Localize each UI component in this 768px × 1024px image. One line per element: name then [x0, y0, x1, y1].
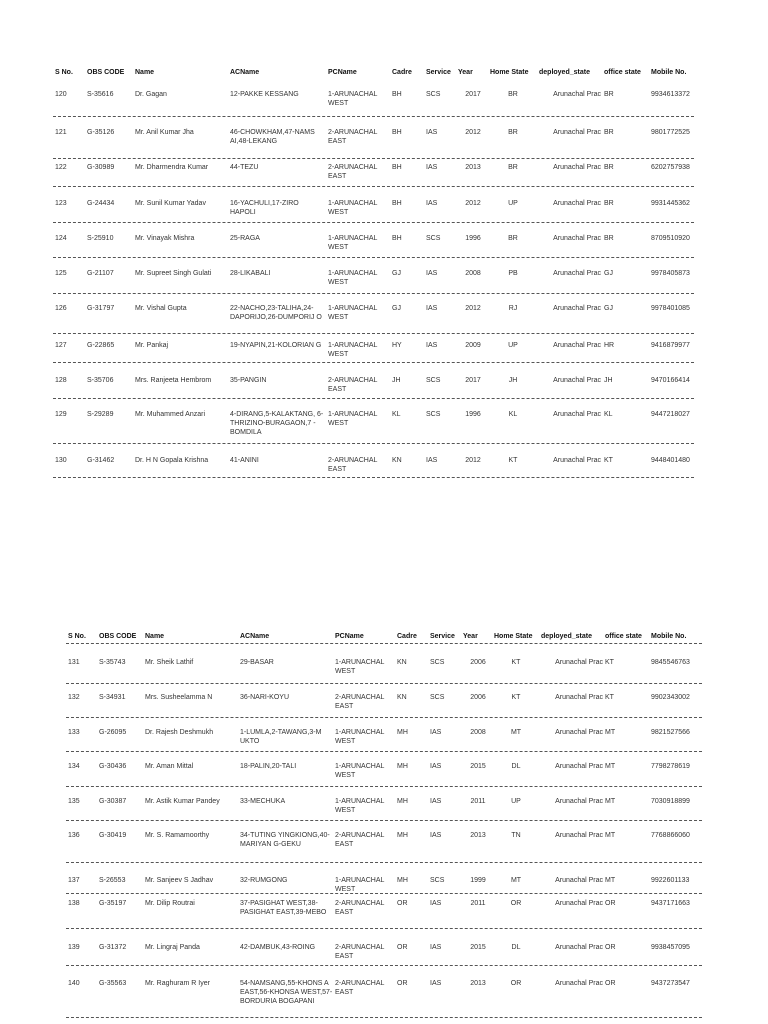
- cell-deployed-state: Arunachal Prac: [555, 900, 603, 907]
- cell-service: IAS: [426, 457, 438, 464]
- cell-home-state: OR: [510, 980, 522, 987]
- cell-name: Mr. Anil Kumar Jha: [135, 129, 194, 136]
- cell-year: 2013: [465, 164, 481, 171]
- cell-obs-code: G-31797: [87, 305, 115, 312]
- cell-service: IAS: [430, 798, 442, 805]
- cell-cadre: KN: [397, 659, 407, 666]
- cell-ac-name: 34-TUTING YINGKIONG,40-MARIYAN G-GEKU: [240, 832, 330, 848]
- cell-name: Mr. S. Ramamoorthy: [145, 832, 210, 839]
- cell-office-state: GJ: [604, 270, 613, 277]
- cell-service: IAS: [430, 763, 442, 770]
- cell-mobile-no: 9978405873: [651, 270, 690, 277]
- cell-service: SCS: [430, 694, 445, 701]
- cell-sno: 121: [55, 129, 67, 136]
- cell-sno: 128: [55, 377, 67, 384]
- cell-deployed-state: Arunachal Prac: [555, 832, 603, 839]
- cell-office-state: OR: [605, 980, 616, 987]
- cell-obs-code: G-21107: [87, 270, 114, 277]
- cell-mobile-no: 9902343002: [651, 694, 690, 701]
- row-separator: [66, 683, 702, 684]
- cell-sno: 138: [68, 900, 80, 907]
- cell-year: 2011: [470, 798, 486, 805]
- header-pc-name: PCName: [328, 69, 357, 76]
- cell-deployed-state: Arunachal Prac: [553, 305, 601, 312]
- cell-pc-name: 1-ARUNACHAL WEST: [328, 91, 378, 107]
- header-name: Name: [135, 69, 155, 76]
- cell-home-state: TN: [511, 832, 521, 839]
- cell-name: Mr. Sheik Lathif: [145, 659, 194, 666]
- header-pc-name: PCName: [335, 633, 364, 640]
- cell-home-state: UP: [508, 342, 518, 349]
- cell-ac-name: 37-PASIGHAT WEST,38-PASIGHAT EAST,39-MEBO: [240, 900, 327, 916]
- cell-cadre: OR: [397, 900, 408, 907]
- cell-office-state: BR: [604, 129, 614, 136]
- cell-mobile-no: 8709510920: [651, 235, 690, 242]
- cell-office-state: KT: [605, 659, 614, 666]
- cell-obs-code: G-31462: [87, 457, 115, 464]
- cell-year: 1999: [470, 877, 486, 884]
- cell-service: IAS: [426, 129, 438, 136]
- cell-mobile-no: 9922601133: [651, 877, 690, 884]
- row-separator: [66, 717, 702, 718]
- cell-sno: 136: [68, 832, 80, 839]
- header-mobile-no: Mobile No.: [651, 69, 687, 76]
- cell-name: Mr. Dharmendra Kumar: [135, 164, 209, 171]
- cell-ac-name: 25-RAGA: [230, 235, 260, 242]
- cell-sno: 133: [68, 729, 80, 736]
- cell-service: SCS: [430, 877, 445, 884]
- cell-pc-name: 2-ARUNACHAL EAST: [335, 900, 385, 916]
- header-office-state: office state: [605, 633, 642, 640]
- cell-ac-name: 28-LIKABALI: [230, 270, 271, 277]
- cell-obs-code: G-30436: [99, 763, 127, 770]
- cell-sno: 130: [55, 457, 67, 464]
- cell-year: 2009: [465, 342, 481, 349]
- header-obs-code: OBS CODE: [99, 633, 137, 640]
- cell-name: Mr. Raghuram R Iyer: [145, 980, 210, 987]
- cell-obs-code: S-35616: [87, 91, 114, 98]
- cell-office-state: MT: [605, 763, 616, 770]
- cell-year: 1996: [465, 411, 481, 418]
- header-year: Year: [458, 69, 473, 76]
- cell-home-state: BR: [508, 235, 518, 242]
- cell-service: IAS: [426, 200, 438, 207]
- cell-pc-name: 2-ARUNACHAL EAST: [328, 377, 378, 393]
- cell-cadre: MH: [397, 832, 408, 839]
- cell-home-state: JH: [508, 377, 518, 384]
- header-deployed-state: deployed_state: [541, 633, 592, 640]
- row-separator: [66, 1017, 702, 1018]
- cell-ac-name: 32-RUMGONG: [240, 877, 288, 884]
- cell-home-state: RJ: [508, 305, 518, 312]
- cell-mobile-no: 7768866060: [651, 832, 690, 839]
- cell-home-state: DL: [511, 944, 521, 951]
- cell-deployed-state: Arunachal Prac: [555, 763, 603, 770]
- header-obs-code: OBS CODE: [87, 69, 125, 76]
- cell-pc-name: 2-ARUNACHAL EAST: [335, 694, 385, 710]
- row-separator: [66, 751, 702, 752]
- cell-office-state: GJ: [604, 305, 613, 312]
- cell-cadre: HY: [392, 342, 402, 349]
- cell-ac-name: 36-NARI-KOYU: [240, 694, 290, 701]
- cell-ac-name: 16-YACHULI,17-ZIRO HAPOLI: [230, 200, 299, 216]
- cell-obs-code: G-30419: [99, 832, 127, 839]
- cell-home-state: MT: [510, 729, 522, 736]
- header-home-state: Home State: [494, 633, 533, 640]
- cell-office-state: BR: [604, 235, 614, 242]
- header-sno: S No.: [68, 633, 86, 640]
- cell-ac-name: 19-NYAPIN,21-KOLORIAN G: [230, 342, 322, 349]
- cell-mobile-no: 9437273547: [651, 980, 690, 987]
- cell-cadre: MH: [397, 877, 408, 884]
- cell-cadre: GJ: [392, 305, 401, 312]
- cell-obs-code: G-35126: [87, 129, 115, 136]
- cell-cadre: KN: [397, 694, 407, 701]
- cell-home-state: BR: [508, 129, 518, 136]
- cell-sno: 140: [68, 980, 80, 987]
- cell-home-state: OR: [510, 900, 522, 907]
- cell-ac-name: 22-NACHO,23-TALIHA,24-DAPORIJO,26-DUMPORIJ O: [230, 305, 322, 321]
- cell-ac-name: 42-DAMBUK,43-ROING: [240, 944, 316, 951]
- cell-office-state: JH: [604, 377, 613, 384]
- cell-name: Mr. Vinayak Mishra: [135, 235, 195, 242]
- cell-cadre: GJ: [392, 270, 401, 277]
- cell-name: Mr. Sunil Kumar Yadav: [135, 200, 206, 207]
- cell-deployed-state: Arunachal Prac: [555, 877, 603, 884]
- header-mobile-no: Mobile No.: [651, 633, 687, 640]
- cell-service: SCS: [426, 235, 441, 242]
- cell-name: Dr. Gagan: [135, 91, 167, 98]
- cell-name: Mr. Sanjeev S Jadhav: [145, 877, 214, 884]
- cell-ac-name: 33-MECHUKA: [240, 798, 286, 805]
- cell-mobile-no: 7030918899: [651, 798, 690, 805]
- cell-sno: 137: [68, 877, 80, 884]
- cell-name: Mr. Muhammed Anzari: [135, 411, 206, 418]
- header-cadre: Cadre: [392, 69, 412, 76]
- cell-name: Dr. H N Gopala Krishna: [135, 457, 209, 464]
- cell-pc-name: 2-ARUNACHAL EAST: [328, 129, 378, 145]
- cell-home-state: KL: [508, 411, 518, 418]
- cell-cadre: MH: [397, 729, 408, 736]
- cell-sno: 123: [55, 200, 67, 207]
- cell-obs-code: G-31372: [99, 944, 127, 951]
- cell-year: 2015: [470, 763, 486, 770]
- cell-deployed-state: Arunachal Prac: [553, 457, 601, 464]
- cell-cadre: BH: [392, 164, 402, 171]
- cell-year: 2017: [465, 91, 481, 98]
- cell-deployed-state: Arunachal Prac: [553, 411, 601, 418]
- cell-year: 2012: [465, 200, 481, 207]
- cell-service: SCS: [426, 411, 441, 418]
- cell-obs-code: G-35563: [99, 980, 127, 987]
- cell-office-state: MT: [605, 798, 616, 805]
- cell-mobile-no: 9931445362: [651, 200, 690, 207]
- cell-home-state: BR: [508, 91, 518, 98]
- cell-pc-name: 1-ARUNACHAL WEST: [328, 270, 378, 286]
- cell-name: Mr. Supreet Singh Gulati: [135, 270, 212, 277]
- cell-mobile-no: 9938457095: [651, 944, 690, 951]
- cell-office-state: OR: [605, 944, 616, 951]
- cell-home-state: UP: [511, 798, 521, 805]
- cell-cadre: BH: [392, 200, 402, 207]
- cell-pc-name: 1-ARUNACHAL WEST: [335, 798, 385, 814]
- cell-home-state: MT: [510, 877, 522, 884]
- cell-name: Mrs. Susheelamma N: [145, 694, 213, 701]
- cell-ac-name: 4-DIRANG,5-KALAKTANG, 6-THRIZINO-BURAGAON,7 -BOMDILA: [230, 411, 324, 436]
- cell-deployed-state: Arunachal Prac: [553, 377, 601, 384]
- cell-office-state: MT: [605, 832, 616, 839]
- cell-home-state: BR: [508, 164, 518, 171]
- cell-office-state: BR: [604, 164, 614, 171]
- cell-pc-name: 2-ARUNACHAL EAST: [328, 457, 378, 473]
- cell-pc-name: 2-ARUNACHAL EAST: [335, 832, 385, 848]
- cell-service: SCS: [430, 659, 445, 666]
- cell-obs-code: S-34931: [99, 694, 126, 701]
- cell-obs-code: S-26553: [99, 877, 126, 884]
- header-service: Service: [426, 69, 451, 76]
- cell-office-state: KL: [604, 411, 613, 418]
- header-sno: S No.: [55, 69, 73, 76]
- cell-home-state: KT: [511, 659, 521, 666]
- row-separator: [66, 862, 702, 863]
- cell-mobile-no: 7798278619: [651, 763, 690, 770]
- cell-deployed-state: Arunachal Prac: [553, 129, 601, 136]
- row-separator: [66, 820, 702, 821]
- cell-deployed-state: Arunachal Prac: [553, 342, 601, 349]
- cell-office-state: BR: [604, 91, 614, 98]
- cell-mobile-no: 9801772525: [651, 129, 690, 136]
- cell-ac-name: 46-CHOWKHAM,47-NAMS AI,48-LEKANG: [230, 129, 315, 145]
- cell-home-state: KT: [511, 694, 521, 701]
- row-separator: [66, 928, 702, 929]
- header-office-state: office state: [604, 69, 641, 76]
- cell-office-state: KT: [604, 457, 613, 464]
- cell-home-state: PB: [508, 270, 518, 277]
- cell-cadre: KL: [392, 411, 401, 418]
- header-cadre: Cadre: [397, 633, 417, 640]
- cell-name: Mr. Aman Mittal: [145, 763, 194, 770]
- cell-deployed-state: Arunachal Prac: [555, 659, 603, 666]
- cell-name: Dr. Rajesh Deshmukh: [145, 729, 214, 736]
- cell-office-state: BR: [604, 200, 614, 207]
- cell-deployed-state: Arunachal Prac: [553, 200, 601, 207]
- cell-ac-name: 44-TEZU: [230, 164, 259, 171]
- cell-name: Mr. Pankaj: [135, 342, 169, 349]
- cell-obs-code: G-26095: [99, 729, 127, 736]
- cell-sno: 125: [55, 270, 67, 277]
- cell-mobile-no: 9448401480: [651, 457, 690, 464]
- cell-deployed-state: Arunachal Prac: [553, 164, 601, 171]
- header-service: Service: [430, 633, 455, 640]
- cell-ac-name: 54-NAMSANG,55-KHONS A EAST,56-KHONSA WEST,57-BORDURIA BOGAPANI: [240, 980, 333, 1005]
- cell-deployed-state: Arunachal Prac: [555, 980, 603, 987]
- cell-year: 2006: [470, 694, 486, 701]
- cell-pc-name: 1-ARUNACHAL WEST: [335, 763, 385, 779]
- cell-cadre: JH: [392, 377, 401, 384]
- cell-mobile-no: 9470166414: [651, 377, 690, 384]
- cell-service: IAS: [430, 980, 442, 987]
- cell-obs-code: G-22865: [87, 342, 115, 349]
- header-ac-name: ACName: [230, 69, 260, 76]
- header-year: Year: [463, 633, 478, 640]
- cell-deployed-state: Arunachal Prac: [553, 270, 601, 277]
- cell-obs-code: G-30387: [99, 798, 127, 805]
- cell-service: IAS: [430, 944, 442, 951]
- cell-pc-name: 1-ARUNACHAL WEST: [328, 342, 378, 358]
- cell-service: IAS: [430, 900, 442, 907]
- cell-pc-name: 2-ARUNACHAL EAST: [328, 164, 378, 180]
- cell-service: IAS: [426, 305, 438, 312]
- cell-pc-name: 1-ARUNACHAL WEST: [335, 877, 385, 893]
- cell-home-state: UP: [508, 200, 518, 207]
- cell-service: IAS: [426, 342, 438, 349]
- header-home-state: Home State: [490, 69, 529, 76]
- cell-deployed-state: Arunachal Prac: [555, 694, 603, 701]
- header-name: Name: [145, 633, 165, 640]
- cell-year: 2012: [465, 305, 481, 312]
- cell-pc-name: 1-ARUNACHAL WEST: [328, 411, 378, 427]
- cell-cadre: KN: [392, 457, 402, 464]
- cell-sno: 120: [55, 91, 67, 98]
- cell-cadre: MH: [397, 798, 408, 805]
- cell-year: 2013: [470, 980, 486, 987]
- cell-year: 2008: [465, 270, 481, 277]
- cell-sno: 127: [55, 342, 67, 349]
- cell-year: 2006: [470, 659, 486, 666]
- cell-name: Mr. Lingraj Panda: [145, 944, 200, 951]
- cell-year: 2011: [470, 900, 486, 907]
- cell-ac-name: 18-PALIN,20-TALI: [240, 763, 297, 770]
- cell-pc-name: 1-ARUNACHAL WEST: [335, 729, 385, 745]
- cell-name: Mr. Astik Kumar Pandey: [145, 798, 220, 805]
- cell-mobile-no: 9416879977: [651, 342, 690, 349]
- cell-obs-code: G-24434: [87, 200, 115, 207]
- cell-office-state: MT: [605, 729, 616, 736]
- cell-ac-name: 12-PAKKE KESSANG: [230, 91, 299, 98]
- cell-year: 2008: [470, 729, 486, 736]
- cell-sno: 122: [55, 164, 67, 171]
- cell-home-state: DL: [511, 763, 521, 770]
- row-separator: [66, 965, 702, 966]
- cell-deployed-state: Arunachal Prac: [553, 91, 601, 98]
- cell-name: Mr. Dilip Routrai: [145, 900, 195, 907]
- row-separator: [66, 893, 702, 894]
- cell-service: IAS: [426, 270, 438, 277]
- cell-mobile-no: 9821527566: [651, 729, 690, 736]
- cell-ac-name: 29-BASAR: [240, 659, 274, 666]
- cell-mobile-no: 9934613372: [651, 91, 690, 98]
- cell-sno: 129: [55, 411, 67, 418]
- cell-office-state: KT: [605, 694, 614, 701]
- cell-cadre: BH: [392, 91, 402, 98]
- cell-sno: 139: [68, 944, 80, 951]
- cell-ac-name: 1-LUMLA,2-TAWANG,3-M UKTO: [240, 729, 322, 745]
- cell-home-state: KT: [508, 457, 518, 464]
- cell-year: 2013: [470, 832, 486, 839]
- cell-deployed-state: Arunachal Prac: [555, 798, 603, 805]
- cell-service: IAS: [430, 832, 442, 839]
- cell-pc-name: 2-ARUNACHAL EAST: [335, 944, 385, 960]
- cell-mobile-no: 9978401085: [651, 305, 690, 312]
- cell-cadre: MH: [397, 763, 408, 770]
- cell-cadre: OR: [397, 944, 408, 951]
- cell-sno: 132: [68, 694, 80, 701]
- cell-mobile-no: 9437171663: [651, 900, 690, 907]
- cell-pc-name: 1-ARUNACHAL WEST: [328, 200, 378, 216]
- cell-mobile-no: 6202757938: [651, 164, 690, 171]
- cell-mobile-no: 9845546763: [651, 659, 690, 666]
- cell-year: 1996: [465, 235, 481, 242]
- cell-deployed-state: Arunachal Prac: [555, 729, 603, 736]
- cell-year: 2015: [470, 944, 486, 951]
- cell-pc-name: 1-ARUNACHAL WEST: [335, 659, 385, 675]
- cell-pc-name: 1-ARUNACHAL WEST: [328, 235, 378, 251]
- cell-year: 2012: [465, 129, 481, 136]
- cell-service: IAS: [426, 164, 438, 171]
- cell-service: SCS: [426, 91, 441, 98]
- header-deployed-state: deployed_state: [539, 69, 590, 76]
- cell-sno: 135: [68, 798, 80, 805]
- cell-year: 2012: [465, 457, 481, 464]
- cell-pc-name: 1-ARUNACHAL WEST: [328, 305, 378, 321]
- cell-obs-code: S-29289: [87, 411, 114, 418]
- cell-cadre: BH: [392, 235, 402, 242]
- cell-ac-name: 41-ANINI: [230, 457, 259, 464]
- cell-sno: 134: [68, 763, 80, 770]
- cell-obs-code: G-35197: [99, 900, 127, 907]
- cell-deployed-state: Arunachal Prac: [555, 944, 603, 951]
- cell-name: Mrs. Ranjeeta Hembrom: [135, 377, 212, 384]
- cell-service: SCS: [426, 377, 441, 384]
- row-separator: [66, 643, 702, 644]
- cell-obs-code: S-35706: [87, 377, 114, 384]
- cell-office-state: HR: [604, 342, 615, 349]
- cell-cadre: BH: [392, 129, 402, 136]
- cell-obs-code: S-25910: [87, 235, 114, 242]
- cell-deployed-state: Arunachal Prac: [553, 235, 601, 242]
- cell-name: Mr. Vishal Gupta: [135, 305, 187, 312]
- cell-cadre: OR: [397, 980, 408, 987]
- cell-year: 2017: [465, 377, 481, 384]
- cell-obs-code: S-35743: [99, 659, 126, 666]
- cell-sno: 124: [55, 235, 67, 242]
- cell-office-state: MT: [605, 877, 616, 884]
- cell-mobile-no: 9447218027: [651, 411, 690, 418]
- cell-service: IAS: [430, 729, 442, 736]
- cell-sno: 131: [68, 659, 80, 666]
- cell-sno: 126: [55, 305, 67, 312]
- header-ac-name: ACName: [240, 633, 270, 640]
- cell-office-state: OR: [605, 900, 616, 907]
- cell-ac-name: 35-PANGIN: [230, 377, 267, 384]
- cell-obs-code: G-30989: [87, 164, 115, 171]
- row-separator: [66, 786, 702, 787]
- cell-pc-name: 2-ARUNACHAL EAST: [335, 980, 385, 996]
